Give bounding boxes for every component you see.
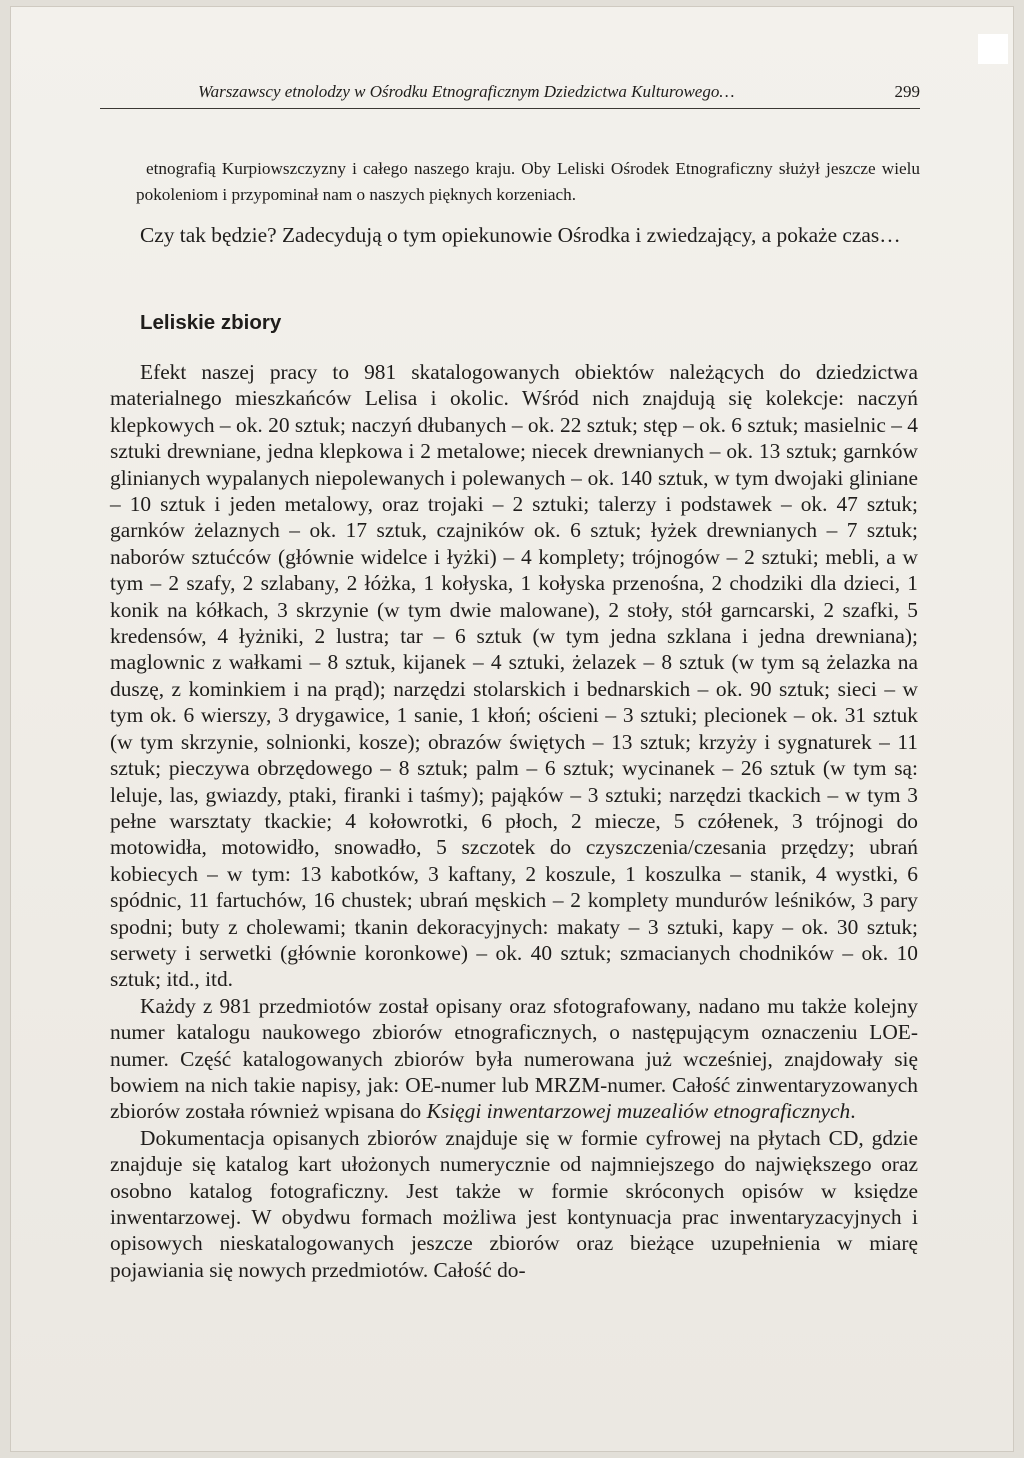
intro-paragraph: etnografią Kurpiowszczyzny i całego naszego kraju. Oby Leliski Ośrodek Etnograficzny służył jeszcze wielu pokoleniom i przypominał nam o naszych pięknych korzeniach. bbox=[136, 159, 920, 204]
collection-paragraph: Efekt naszej pracy to 981 skatalogowanych obiektów należących do dziedzictwa materialnego mieszkańców Lelisa i okolic. Wśród nich znajdują się kolekcje: naczyń klepkowych – ok. 20 sztuk; naczyń dłubanych – ok. 22 sztuk; stęp – ok. 6 sztuk; masielnic – 4 sztuki drewniane, jedna klepkowa i 2 metalowe; niecek drewnianych – ok. 13 sztuk; garnków glinianych wypalanych niepolewanych i polewanych – ok. 140 sztuk, w tym dwojaki gliniane – 10 sztuk i jeden metalowy, oraz trojaki – 2 sztuki; talerzy i podstawek – ok. 47 sztuk; garnków żelaznych – ok. 17 sztuk, czajników ok. 6 sztuk; łyżek drewnianych – 7 sztuk; naborów sztućców (głównie widelce i łyżki) – 4 komplety; trójnogów – 2 sztuki; mebli, a w tym – 2 szafy, 2 szlabany, 2 łóżka, 1 kołyska, 1 kołyska przenośna, 2 chodziki dla dzieci, 1 konik na kółkach, 3 skrzynie (w tym dwie malowane), 2 stoły, stół garncarski, 2 szafki, 5 kredensów, 4 łyżniki, 2 lustra; tar – 6 sztuk (w tym jedna szklana i jedna drewniana); maglownic z wałkami – 8 sztuk, kijanek – 4 sztuki, żelazek – 8 sztuk (w tym są żelazka na duszę, z kominkiem i na prąd); narzędzi stolarskich i bednarskich – ok. 90 sztuk; sieci – w tym ok. 6 wierszy, 3 drygawice, 1 sanie, 1 kłoń; ościeni – 3 sztuki; plecionek – ok. 31 sztuk (w tym skrzynie, solnionki, kosze); obrazów świętych – 13 sztuk; krzyży i sygnaturek – 11 sztuk; pieczywa obrzędowego – 8 sztuk; palm – 6 sztuk; wycinanek – 26 sztuk (w tym są: leluje, las, gwiazdy, ptaki, firanki i taśmy); pająków – 3 sztuki; narzędzi tkackich – w tym 3 pełne warsztaty tkackie; 4 kołowrotki, 6 płoch, 2 miecze, 5 czółenek, 3 trójnogi do motowidła, motowidło, snowadło, 5 szczotek do czyszczenia/czesania przędzy; ubrań kobiecych – w tym: 13 kabotków, 3 kaftany, 2 koszule, 1 koszulka – stanik, 4 wystki, 6 spódnic, 11 fartuchów, 16 chustek; ubrań męskich – 2 komplety mundurów leśników, 3 pary spodni; buty z cholewami; tkanin dekoracyjnych: makaty – 3 sztuki, kapy – ok. 30 sztuk; serwety i serwetki (głównie koronkowe) – ok. 40 sztuk; szmacianych chodników – ok. 10 sztuk; itd., itd. bbox=[110, 360, 918, 992]
scan-corner-mark bbox=[978, 34, 1008, 64]
question-paragraph: Czy tak będzie? Zadecydują o tym opiekunowie Ośrodka i zwiedzający, a pokaże czas… bbox=[140, 223, 901, 247]
intro-block bbox=[136, 156, 920, 208]
section-body bbox=[110, 359, 918, 1283]
running-title: Warszawscy etnolodzy w Ośrodku Etnograficznym Dziedzictwa Kulturowego… bbox=[198, 82, 735, 101]
documentation-paragraph: Dokumentacja opisanych zbiorów znajduje się w formie cyfrowej na płytach CD, gdzie znajduje się katalog kart ułożonych numerycznie od najmniejszego do największego oraz osobno katalog fotograficzny. Jest także w formie skróconych opisów w księdze inwentarzowej. W obydwu formach możliwa jest kontynuacja prac inwentaryzacyjnych i opisowych nieskatalogowanych jeszcze zbiorów oraz bieżące uzupełnienia w miarę pojawiania się nowych przedmiotów. Całość do- bbox=[110, 1125, 918, 1282]
section-title: Leliskie zbiory bbox=[140, 311, 282, 334]
scanned-page bbox=[10, 6, 1014, 1452]
inventory-book-title: Księgi inwentarzowej muzealiów etnograficznych bbox=[426, 1099, 851, 1124]
catalog-paragraph-end: . bbox=[850, 1099, 856, 1124]
running-head bbox=[100, 82, 920, 109]
page-number: 299 bbox=[894, 82, 920, 101]
catalog-paragraph-text: Każdy z 981 przedmiotów został opisany oraz sfotografowany, nadano mu także kolejny numer katalogu naukowego zbiorów etnograficznych, o następującym oznaczeniu LOE-numer. Część katalogowanych zbiorów była numerowana już wcześniej, znajdowały się bowiem na nich takie napisy, jak: OE-numer lub MRZM-numer. Całość zinwentaryzowanych zbiorów została również wpisana do bbox=[110, 993, 918, 1124]
question-block bbox=[140, 222, 920, 249]
catalog-paragraph bbox=[110, 993, 918, 1125]
